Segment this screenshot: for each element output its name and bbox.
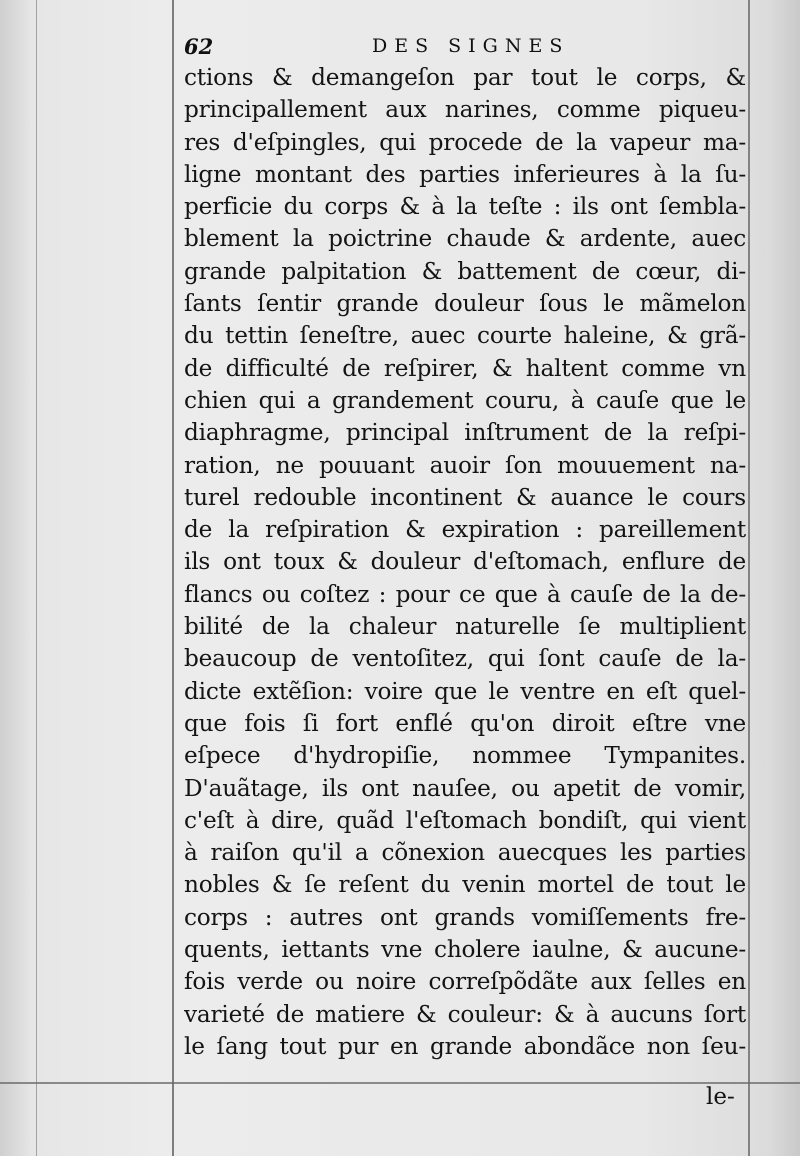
text-line: flancs ou coſtez : pour ce que à cauſe de la de-: [184, 580, 746, 608]
text-line: turel redouble incontinent & auance le cours: [184, 483, 746, 511]
text-line: du tettin ſeneſtre, auec courte haleine, & grã-: [184, 322, 746, 350]
text-line: nobles & ſe reſent du venin mortel de tout le: [184, 871, 746, 899]
text-line: varieté de matiere & couleur: & à aucuns ſort: [184, 1000, 746, 1028]
page-header: [184, 34, 744, 60]
text-line: fois verde ou noire correſpõdãte aux ſelles en: [184, 968, 746, 996]
left-text-frame-rule: [172, 0, 174, 1156]
text-line: quents, iettants vne cholere iaulne, & aucune-: [184, 936, 746, 964]
text-line: beaucoup de ventoſitez, qui ſont cauſe de la-: [184, 645, 746, 673]
text-line: ligne montant des parties inferieures à la ſu-: [184, 160, 746, 188]
running-head: DES SIGNES: [372, 35, 570, 57]
text-line: c'eſt à dire, quãd l'eſtomach bondiſt, qui vient: [184, 806, 746, 834]
text-line: diaphragme, principal inſtrument de la reſpi-: [184, 419, 746, 447]
text-line: de la reſpiration & expiration : pareillement: [184, 516, 746, 544]
page-number: 62: [184, 34, 214, 59]
text-line: D'auãtage, ils ont nauſee, ou apetit de vomir,: [184, 774, 746, 802]
text-line: dicte extẽſion: voire que le ventre en eſt quel-: [184, 677, 746, 705]
text-line: que fois ſi fort enflé qu'on diroit eſtre vne: [184, 709, 746, 737]
text-line: perficie du corps & à la teſte : ils ont ſembla-: [184, 193, 746, 221]
text-line: chien qui a grandement couru, à cauſe que le: [184, 386, 746, 414]
text-line: à raiſon qu'il a cõnexion auecques les parties: [184, 839, 746, 867]
text-line: ration, ne pouuant auoir ſon mouuement na-: [184, 451, 746, 479]
body-text: [184, 62, 746, 1063]
text-line: bilité de la chaleur naturelle ſe multiplient: [184, 613, 746, 641]
right-text-frame-rule: [748, 0, 750, 1156]
text-line: ſants ſentir grande douleur ſous le mãmelon: [184, 290, 746, 318]
text-line: blement la poictrine chaude & ardente, auec: [184, 225, 746, 253]
left-outer-margin-rule: [36, 0, 37, 1156]
bottom-text-frame-rule: [0, 1082, 800, 1084]
catchword: le-: [706, 1084, 735, 1110]
text-line: le ſang tout pur en grande abondãce non ſeu-: [184, 1032, 746, 1060]
text-line: de difficulté de reſpirer, & haltent comme vn: [184, 354, 746, 382]
text-line: eſpece d'hydropiſie, nommee Tympanites.: [184, 742, 746, 770]
text-line: ctions & demangeſon par tout le corps, &: [184, 64, 746, 91]
text-line: principallement aux narines, comme piqueu-: [184, 96, 746, 124]
text-line: res d'eſpingles, qui procede de la vapeur ma-: [184, 128, 746, 156]
text-line: ils ont toux & douleur d'eſtomach, enflure de: [184, 548, 746, 576]
text-line: corps : autres ont grands vomiſſements fre-: [184, 903, 746, 931]
text-line: grande palpitation & battement de cœur, di-: [184, 257, 746, 285]
